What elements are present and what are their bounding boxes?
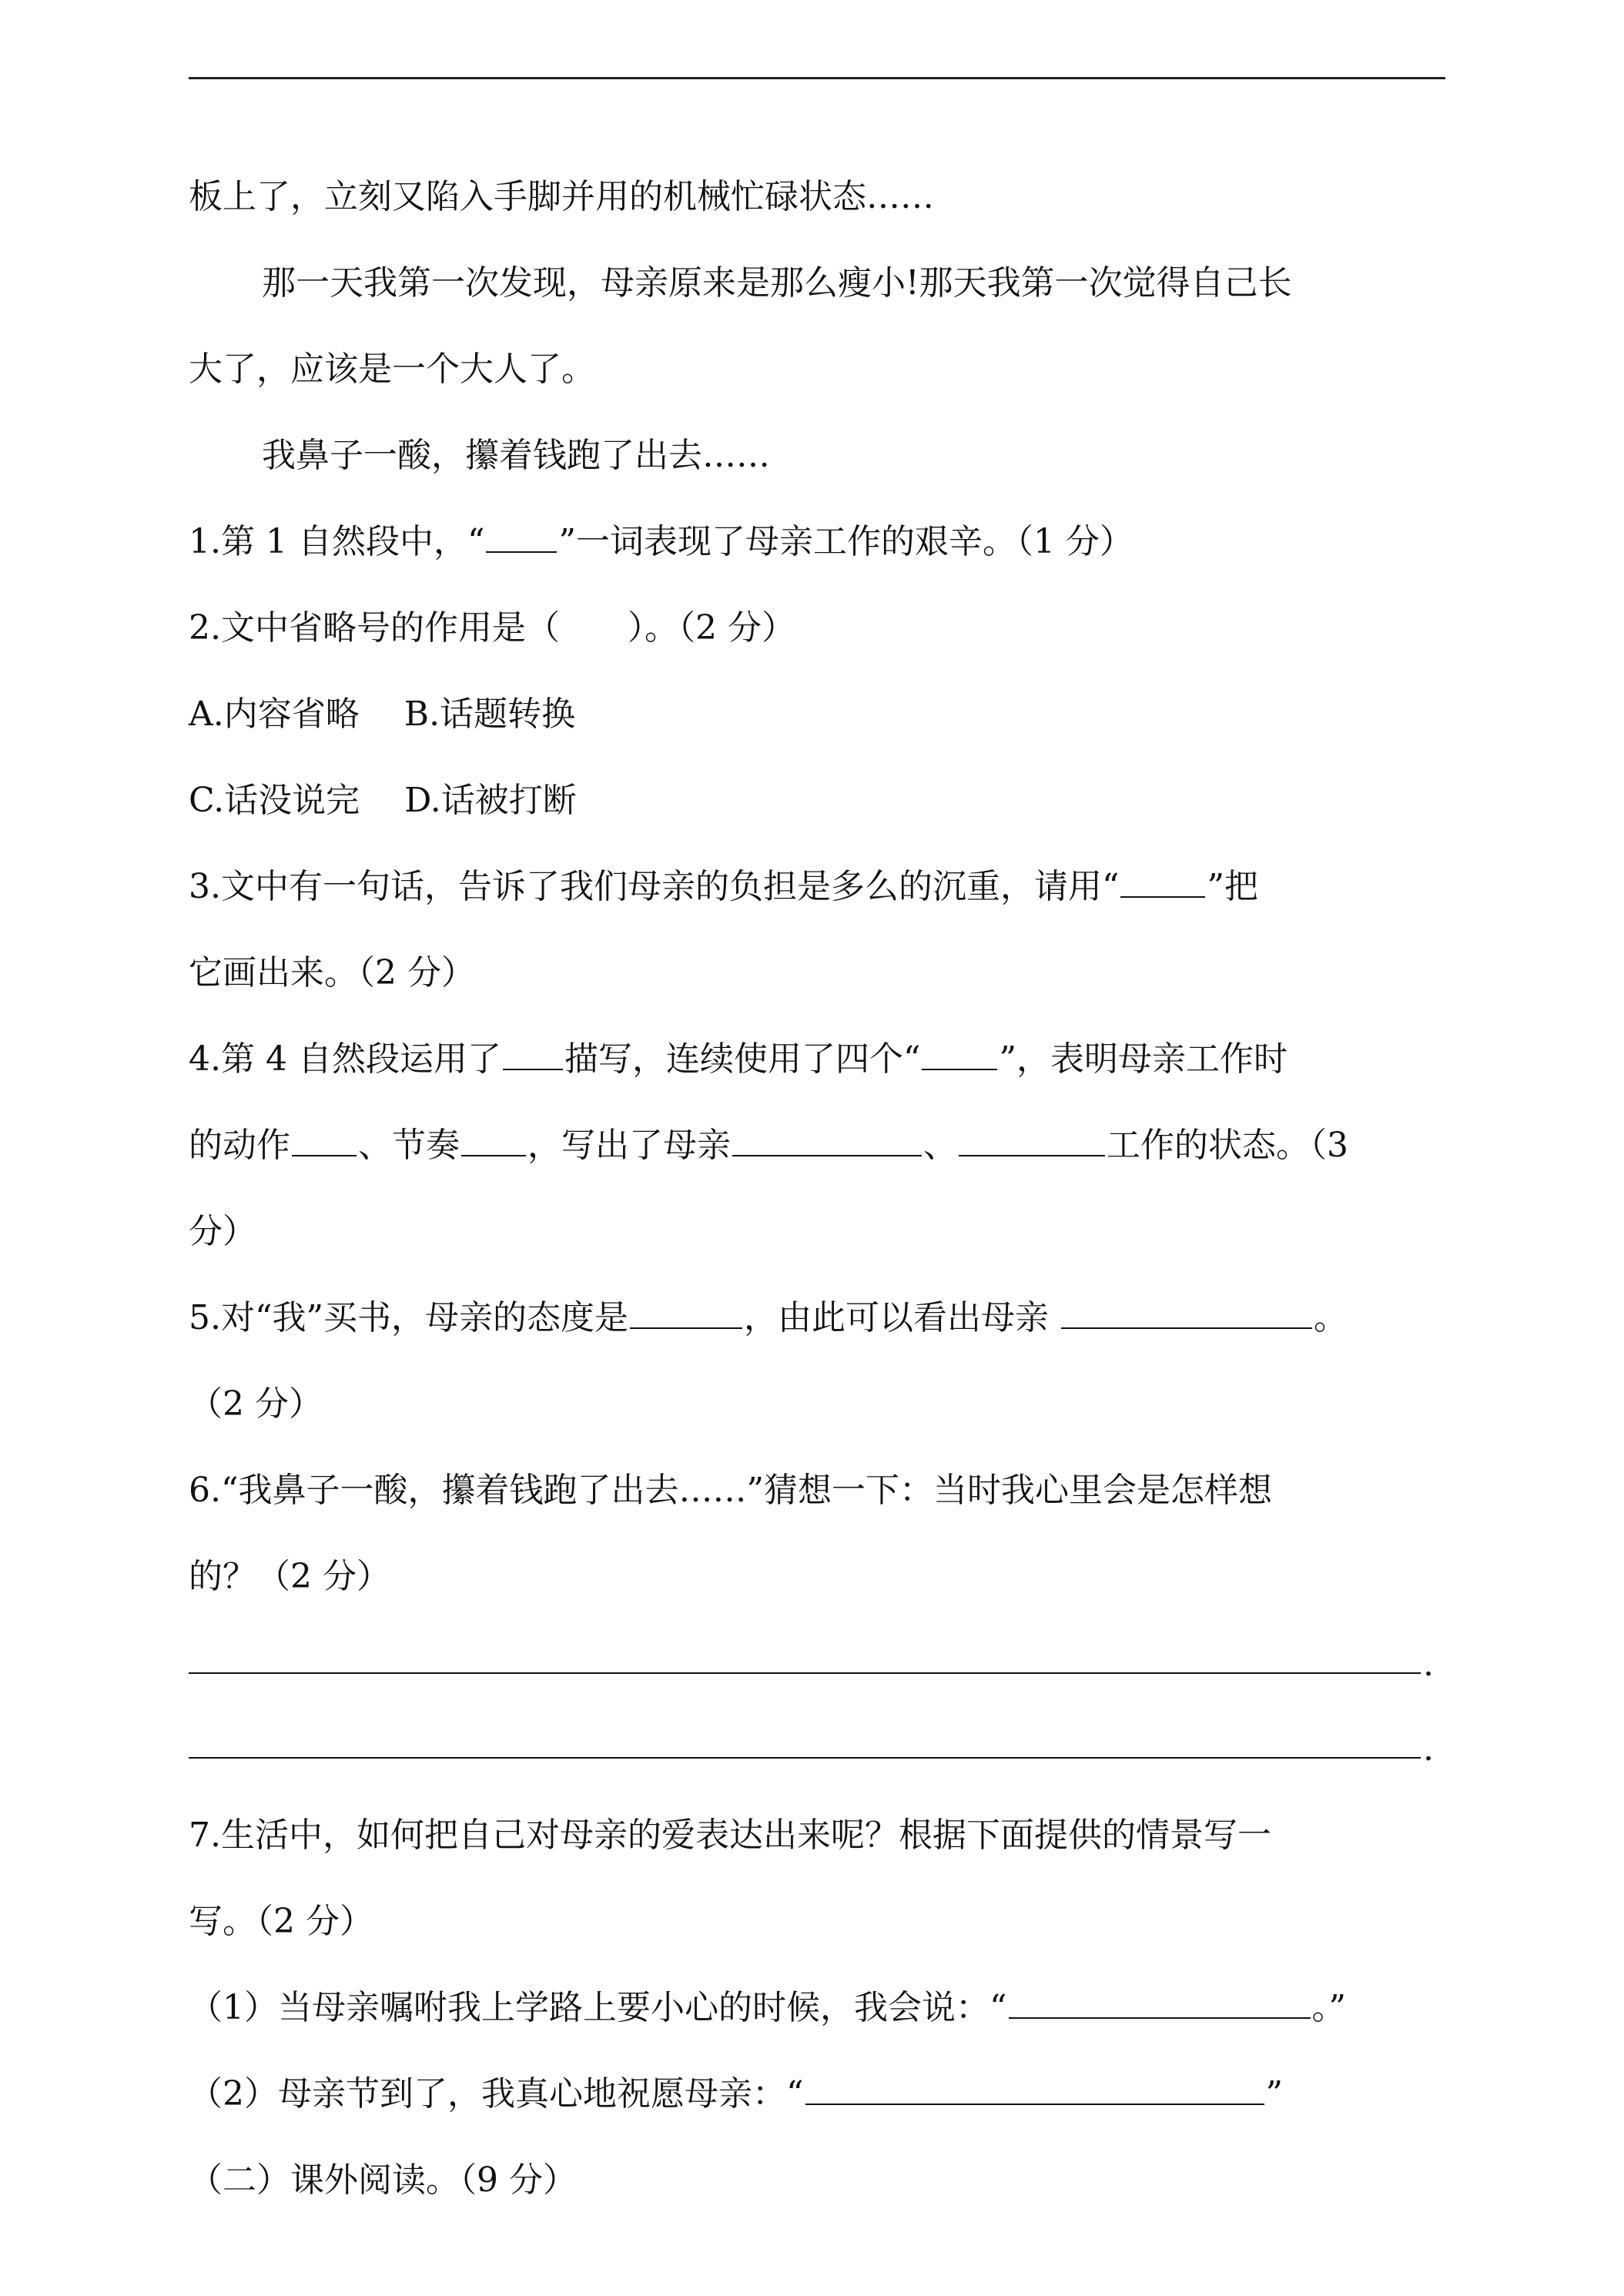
passage-line-1: 板上了，立刻又陷入手脚并用的机械忙碌状态…… <box>189 177 934 216</box>
question-4 <box>189 1038 1287 1081</box>
q4-blank-6[interactable] <box>959 1127 1105 1156</box>
q6-answer-dot-2: . <box>1423 1729 1434 1769</box>
q4-line-2 <box>189 1124 1348 1167</box>
q5-text-a: 5.对“我”买书，母亲的态度是 <box>189 1298 628 1337</box>
q4-text-b: 描写，连续使用了四个“ <box>564 1039 921 1079</box>
q3-text-a: 3.文中有一句话，告诉了我们母亲的负担是多么的沉重，请用“ <box>189 867 1120 906</box>
question-2: 2.文中省略号的作用是（ ）。（2 分） <box>189 608 795 648</box>
q4-text-c: ”，表明母亲工作时 <box>999 1039 1287 1079</box>
q4-text-g: 、 <box>923 1126 957 1165</box>
q6-answer-dot-1: . <box>1423 1645 1434 1684</box>
question-5 <box>189 1297 1348 1340</box>
q3-blank[interactable] <box>1120 869 1205 898</box>
q1-text-b: ”一词表现了母亲工作的艰辛。（1 分） <box>558 522 1133 561</box>
q4-blank-4[interactable] <box>461 1127 526 1156</box>
q7-sub2-text-a: （2）母亲节到了，我真心地祝愿母亲：“ <box>189 2074 804 2114</box>
question-3 <box>189 865 1258 909</box>
q5-text-b: ，由此可以看出母亲 <box>743 1298 1049 1337</box>
q7-sub1-text-a: （1）当母亲嘱咐我上学路上要小心的时候，我会说：“ <box>189 1988 1007 2027</box>
q7-sub1-text-b: 。” <box>1311 1988 1346 2027</box>
q4-text-e: 、节奏 <box>358 1126 460 1165</box>
q7-line-2: 写。（2 分） <box>189 1902 373 1941</box>
question-7: 7.生活中，如何把自己对母亲的爱表达出来呢？根据下面提供的情景写一 <box>189 1816 1271 1855</box>
passage-line-3: 大了，应该是一个大人了。 <box>189 350 595 389</box>
q5-text-c: 。 <box>1313 1298 1348 1337</box>
q7-sub2-blank[interactable] <box>805 2076 1264 2105</box>
q7-sub2-text-b: ” <box>1265 2074 1283 2114</box>
question-6: 6.“我鼻子一酸，攥着钱跑了出去……”猜想一下：当时我心里会是怎样想 <box>189 1471 1272 1510</box>
q5-blank-2[interactable] <box>1061 1300 1312 1329</box>
q6-answer-line-1[interactable] <box>189 1672 1421 1674</box>
q1-blank[interactable] <box>486 524 557 553</box>
q5-line-2: （2 分） <box>189 1384 323 1424</box>
q4-blank-2[interactable] <box>922 1041 997 1070</box>
passage-line-2: 那一天我第一次发现，母亲原来是那么瘦小!那天我第一次觉得自己长 <box>262 263 1292 303</box>
q4-text-d: 的动作 <box>189 1126 290 1165</box>
header-rule <box>189 77 1445 79</box>
section-2-heading: （二）课外阅读。（9 分） <box>189 2160 577 2200</box>
passage-line-4: 我鼻子一酸，攥着钱跑了出去…… <box>262 436 770 475</box>
q6-line-2: 的？（2 分） <box>189 1557 390 1596</box>
q3-text-b: ”把 <box>1207 867 1258 906</box>
q4-blank-5[interactable] <box>732 1127 922 1156</box>
question-1 <box>189 520 1133 564</box>
q4-text-a: 4.第 4 自然段运用了 <box>189 1039 501 1079</box>
q7-sub-1 <box>189 1986 1346 2030</box>
q4-blank-1[interactable] <box>503 1041 563 1070</box>
q2-options-cd: C.话没说完 D.话被打断 <box>189 781 577 820</box>
q5-blank-1[interactable] <box>630 1300 742 1329</box>
q3-line-2: 它画出来。（2 分） <box>189 953 475 992</box>
q4-text-f: ，写出了母亲 <box>527 1126 731 1165</box>
q4-text-h: 工作的状态。（3 <box>1107 1126 1348 1165</box>
q1-text-a: 1.第 1 自然段中，“ <box>189 522 485 561</box>
q2-options-ab: A.内容省略 B.话题转换 <box>189 694 576 734</box>
q6-answer-line-2[interactable] <box>189 1757 1421 1759</box>
q7-sub1-blank[interactable] <box>1009 1990 1311 2019</box>
q7-sub-2 <box>189 2073 1283 2116</box>
q4-line-3: 分） <box>189 1212 256 1251</box>
q4-blank-3[interactable] <box>292 1127 357 1156</box>
